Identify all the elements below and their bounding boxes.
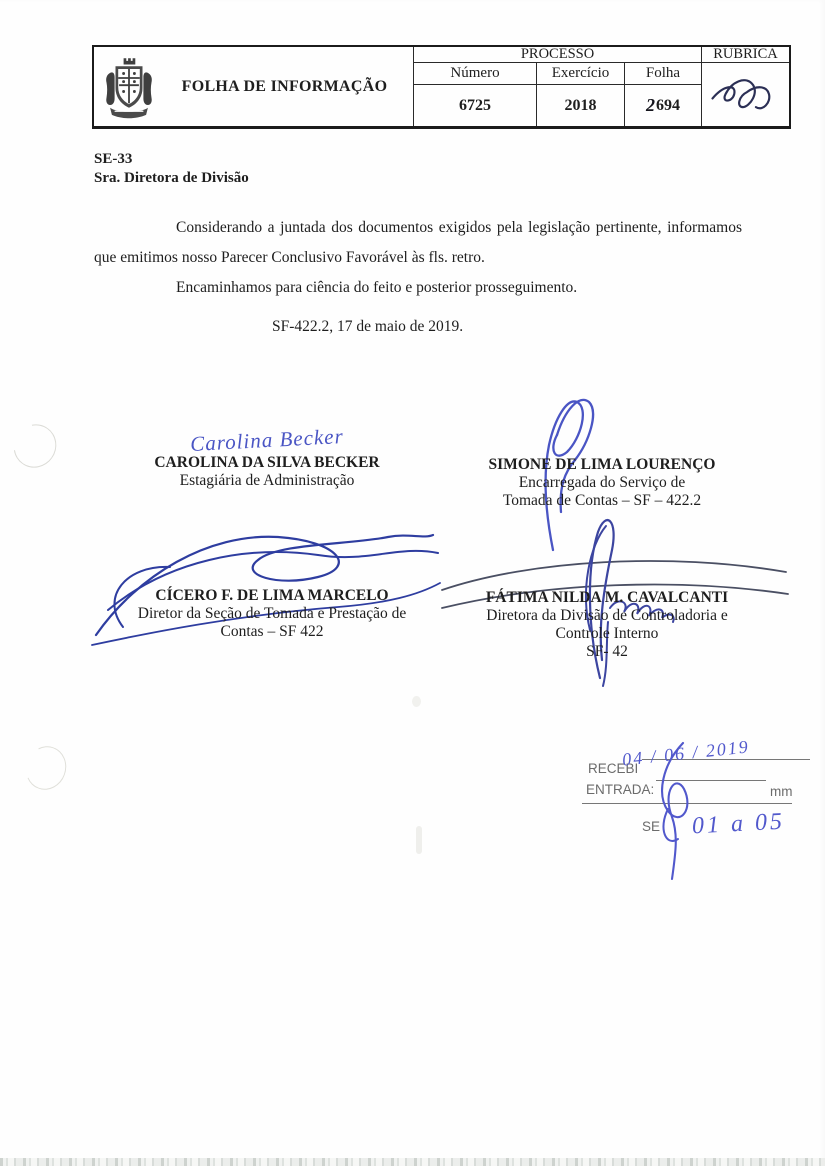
scan-noise-strip bbox=[0, 1158, 825, 1166]
addressee-code: SE-33 bbox=[94, 151, 133, 167]
range-handwritten-note: 01 a 05 bbox=[691, 808, 786, 840]
simone-role-1: Encarregada do Serviço de bbox=[518, 474, 686, 491]
folha-value bbox=[625, 85, 701, 126]
stamp-signature-scribble bbox=[638, 739, 718, 879]
cicero-name: CÍCERO F. DE LIMA MARCELO bbox=[155, 587, 389, 604]
recebi-handwritten-date: 04 / 06 / 2019 bbox=[621, 736, 751, 770]
punch-hole-mark-bottom bbox=[20, 740, 73, 795]
dateline: SF-422.2, 17 de maio de 2019. bbox=[272, 318, 464, 335]
entrada-unit: mm bbox=[770, 784, 793, 799]
numero-column bbox=[414, 63, 536, 126]
rubrica-signature-scribble bbox=[702, 63, 789, 126]
se-label: SE bbox=[642, 819, 661, 834]
addressee-block bbox=[94, 150, 249, 188]
coat-of-arms-logo bbox=[94, 55, 164, 119]
folha-printed-value: 694 bbox=[656, 96, 680, 114]
numero-value: 6725 bbox=[459, 96, 491, 114]
addressee-title: Sra. Diretora de Divisão bbox=[94, 170, 249, 186]
exercicio-label: Exercício bbox=[537, 63, 624, 85]
carolina-signature-handwriting: Carolina Becker bbox=[189, 423, 345, 457]
carolina-name: CAROLINA DA SILVA BECKER bbox=[154, 454, 380, 471]
rubrica-label: RUBRICA bbox=[702, 47, 789, 63]
signature-block-cicero bbox=[99, 586, 445, 641]
cicero-role-1: Diretor da Seção de Tomada e Prestação de bbox=[137, 605, 407, 622]
scan-smudge bbox=[416, 826, 422, 854]
simone-name: SIMONE DE LIMA LOURENÇO bbox=[488, 456, 716, 473]
received-stamp bbox=[580, 736, 825, 865]
carolina-role: Estagiária de Administração bbox=[179, 472, 355, 489]
fatima-name: FÁTIMA NILDA M. CAVALCANTI bbox=[485, 589, 729, 606]
signature-block-fatima bbox=[437, 588, 777, 661]
header-table bbox=[92, 45, 791, 129]
numero-label: Número bbox=[414, 63, 536, 85]
simone-role-2: Tomada de Contas – SF – 422.2 bbox=[502, 492, 702, 509]
fatima-role-2: Controle Interno bbox=[555, 625, 659, 642]
signature-block-carolina bbox=[94, 423, 440, 490]
body-paragraph-1: Considerando a juntada dos documentos exigidos pela legislação pertinente, informamos que emitimos nosso Parecer Conclusivo Favorável às fls. retro. bbox=[94, 219, 742, 266]
fatima-role-3: SF- 42 bbox=[586, 643, 628, 660]
exercicio-value: 2018 bbox=[564, 96, 597, 114]
cicero-role-2: Contas – SF 422 bbox=[220, 623, 324, 640]
document-title: FOLHA DE INFORMAÇÃO bbox=[181, 77, 388, 95]
folha-column bbox=[624, 63, 701, 126]
processo-section bbox=[414, 47, 701, 126]
scan-smudge bbox=[412, 696, 421, 707]
rubrica-section bbox=[701, 47, 789, 126]
folha-label: Folha bbox=[625, 63, 701, 85]
processo-header: PROCESSO bbox=[414, 47, 701, 63]
fatima-role-1: Diretora da Divisão de Controladoria e bbox=[486, 607, 728, 624]
body-paragraph-2: Encaminhamos para ciência do feito e posterior prosseguimento. bbox=[176, 279, 578, 296]
punch-hole-mark-top bbox=[5, 416, 65, 476]
exercicio-column bbox=[536, 63, 624, 126]
signature-block-simone bbox=[442, 455, 762, 510]
recebi-label: RECEBI bbox=[588, 761, 639, 776]
header-title-cell bbox=[94, 47, 414, 126]
folha-handwritten-digit: 2 bbox=[646, 95, 655, 115]
entrada-label: ENTRADA: bbox=[586, 782, 655, 797]
